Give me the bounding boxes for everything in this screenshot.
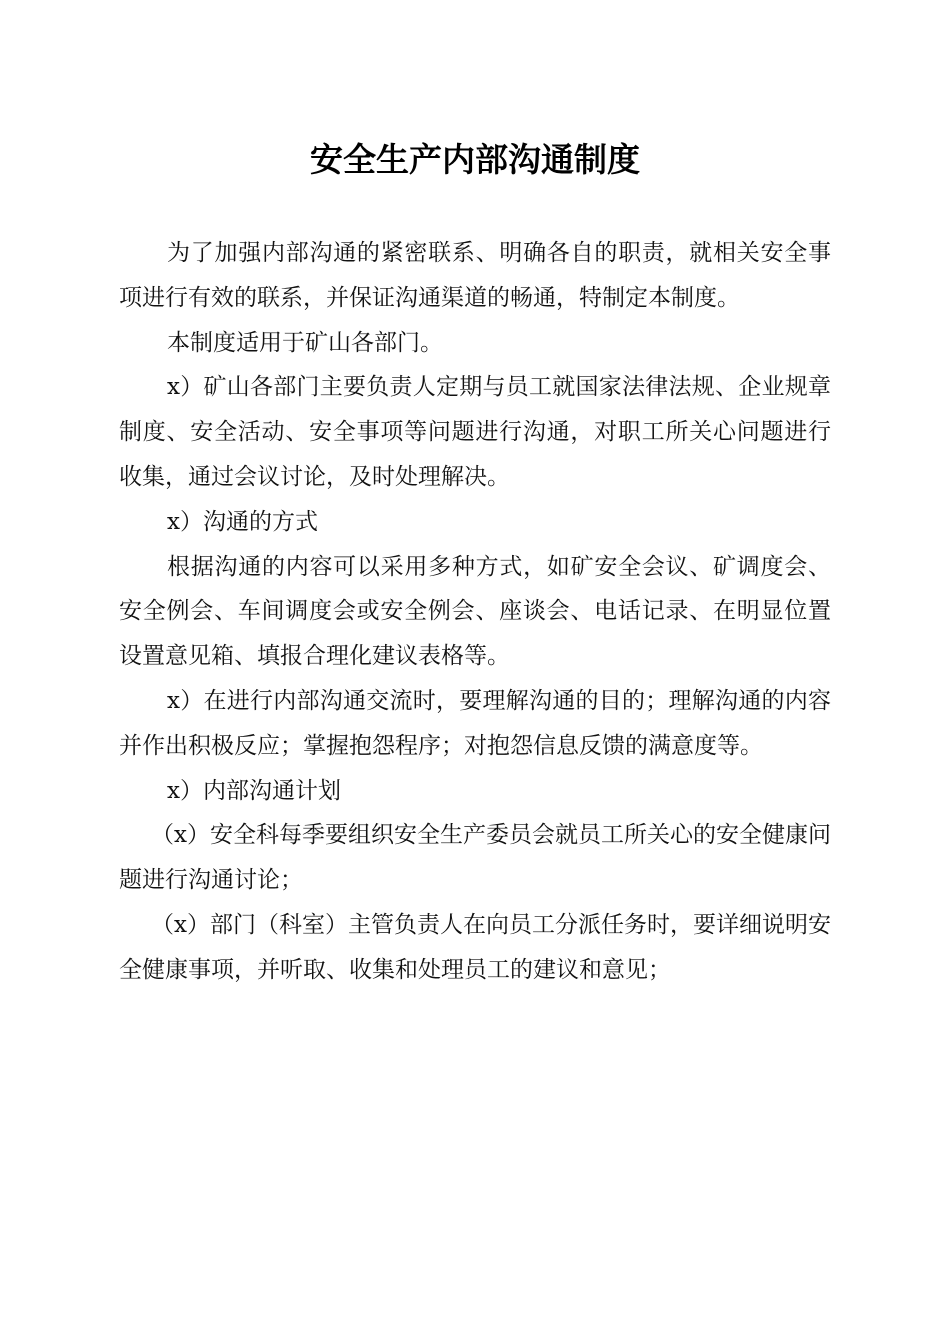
paragraph-responsibility: x）矿山各部门主要负责人定期与员工就国家法律法规、企业规章制度、安全活动、安全事项等问题进行沟通，对职工所关心问题进行收集，通过会议讨论，及时处理解决。 xyxy=(119,374,831,490)
document-body xyxy=(119,231,831,993)
paragraph-communication-requirements: x）在进行内部沟通交流时，要理解沟通的目的；理解沟通的内容并作出积极反应；掌握抱怨程序；对抱怨信息反馈的满意度等。 xyxy=(119,687,831,759)
heading-communication-methods: x）沟通的方式 xyxy=(167,508,318,535)
paragraph-scope: 本制度适用于矿山各部门。 xyxy=(167,329,443,356)
paragraph-purpose: 为了加强内部沟通的紧密联系、明确各自的职责，就相关安全事项进行有效的联系，并保证沟通渠道的畅通，特制定本制度。 xyxy=(119,240,831,311)
heading-communication-plan: x）内部沟通计划 xyxy=(167,777,341,804)
plan-item-department-supervisor: （x）部门（科室）主管负责人在向员工分派任务时，要详细说明安全健康事项，并听取、收集和处理员工的建议和意见； xyxy=(119,911,831,983)
document-title: 安全生产内部沟通制度 xyxy=(310,140,640,179)
paragraph-communication-methods: 根据沟通的内容可以采用多种方式，如矿安全会议、矿调度会、安全例会、车间调度会或安全例会、座谈会、电话记录、在明显位置设置意见箱、填报合理化建议表格等。 xyxy=(119,553,831,670)
plan-item-safety-department: （x）安全科每季要组织安全生产委员会就员工所关心的安全健康问题进行沟通讨论； xyxy=(119,822,831,894)
